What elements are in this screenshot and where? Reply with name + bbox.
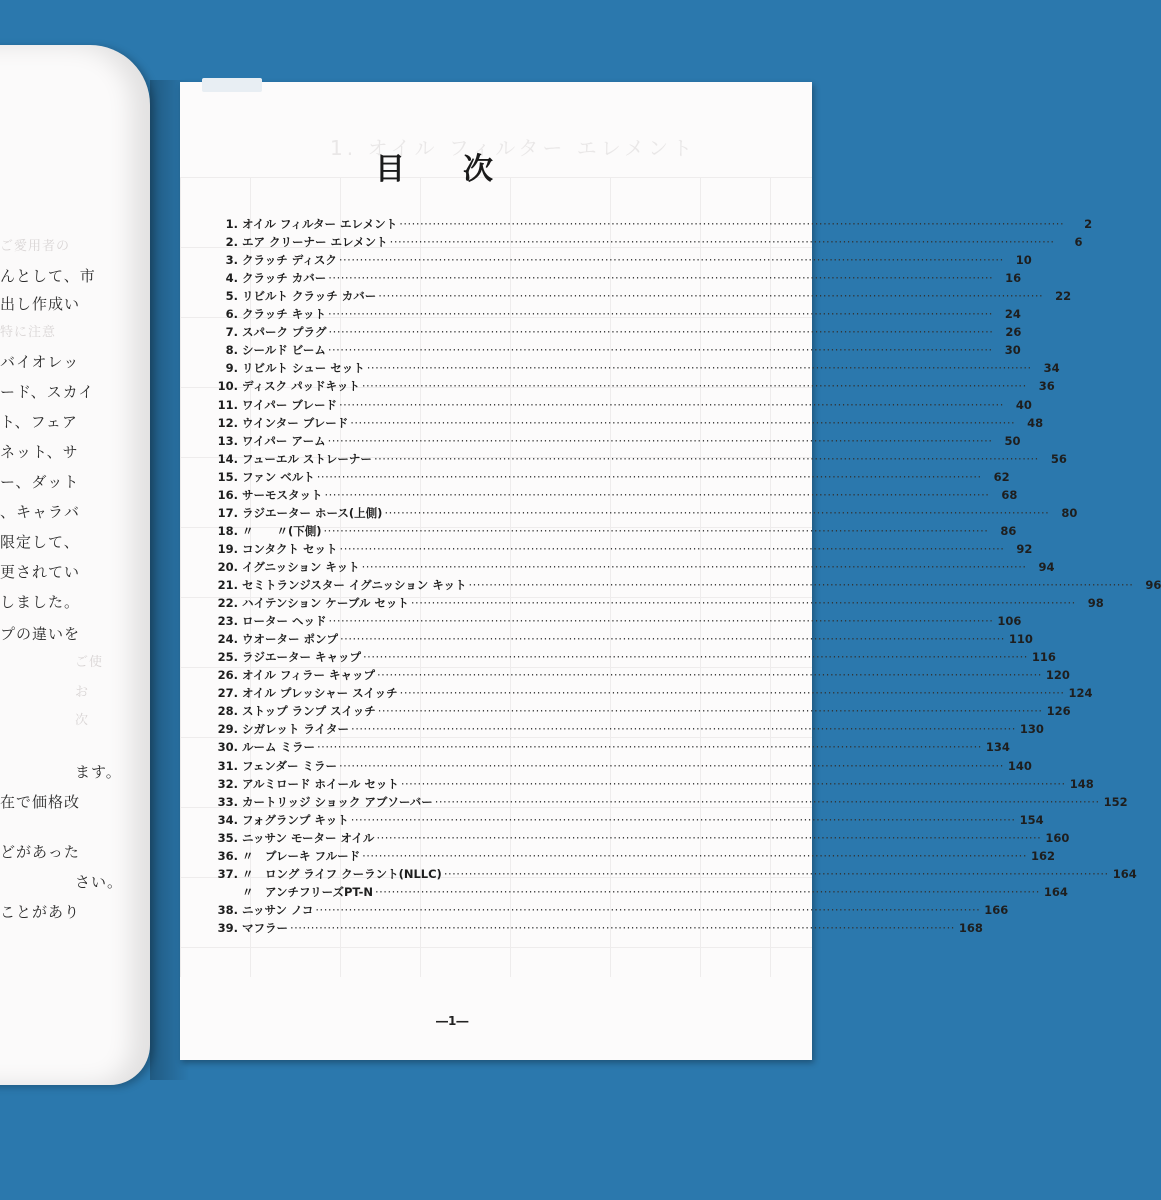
bleed-through-rule bbox=[180, 947, 812, 948]
toc-entry bbox=[208, 920, 983, 938]
left-page bbox=[0, 45, 150, 1085]
toc-entry bbox=[208, 216, 1093, 234]
toc-leader-dots: ································································································································································ bbox=[399, 217, 1065, 231]
toc-leader-dots: ································································································································································ bbox=[328, 307, 993, 322]
toc-entry-page: 68 bbox=[1001, 487, 1018, 502]
toc-entry-number: 6. bbox=[225, 307, 238, 322]
toc-entry bbox=[208, 794, 1128, 812]
toc-entry-title: 〃 ブレーキ フルード bbox=[242, 848, 361, 863]
toc-entry-number: 27. bbox=[217, 686, 238, 701]
toc-leader-dots: ································································································································································ bbox=[315, 902, 981, 917]
toc-entry-page: 36 bbox=[1038, 379, 1055, 394]
toc-entry-number: 23. bbox=[217, 614, 238, 629]
left-page-text-line: お bbox=[75, 685, 90, 700]
right-page bbox=[180, 82, 1161, 1060]
toc-entry-title: フューエル ストレーナー bbox=[242, 451, 372, 466]
toc-entry-number: 20. bbox=[217, 559, 238, 574]
toc-entry-page: 106 bbox=[997, 614, 1022, 629]
toc-entry bbox=[208, 613, 1022, 631]
toc-entry-title: オイル フィルター エレメント bbox=[242, 217, 398, 231]
toc-entry-page: 56 bbox=[1050, 451, 1067, 466]
toc-entry-number: 2. bbox=[225, 235, 238, 250]
toc-leader-dots: ································································································································································ bbox=[317, 740, 982, 755]
toc-entry-page: 80 bbox=[1061, 505, 1078, 520]
toc-entry-page: 110 bbox=[1008, 632, 1033, 647]
left-page-text-line: ことがあり bbox=[0, 903, 81, 921]
toc-entry-number: 22. bbox=[217, 596, 238, 611]
toc-leader-dots: ································································································································································ bbox=[327, 433, 993, 448]
toc-entry bbox=[208, 631, 1033, 649]
toc-entry-title: フォグランプ キット bbox=[242, 812, 349, 827]
left-page-text-line: んとして、市 bbox=[0, 267, 96, 285]
toc-entry-number: 29. bbox=[217, 722, 238, 737]
toc-entry bbox=[208, 360, 1060, 378]
toc-entry-title: シールド ビーム bbox=[242, 343, 326, 358]
toc-leader-dots: ································································································································································ bbox=[373, 451, 1039, 466]
toc-entry bbox=[208, 812, 1044, 830]
left-page-text-line: バイオレッ bbox=[0, 353, 80, 371]
toc-entry-number: 14. bbox=[217, 451, 238, 466]
toc-entry-title: ワイパー アーム bbox=[242, 433, 326, 448]
toc-entry-title: ラジエーター キャップ bbox=[242, 650, 362, 665]
toc-entry bbox=[208, 397, 1032, 415]
toc-entry-title: ハイテンション ケーブル セット bbox=[242, 596, 409, 611]
left-page-text-line: さい。 bbox=[75, 873, 124, 891]
toc-entry-title: アルミロード ホイール セット bbox=[242, 776, 399, 791]
toc-entry-title: ディスク パッドキット bbox=[242, 379, 360, 394]
toc-entry bbox=[208, 649, 1056, 667]
page-number: ―1― bbox=[436, 1014, 469, 1028]
toc-entry bbox=[208, 505, 1078, 523]
toc-entry-page: 126 bbox=[1046, 704, 1071, 719]
toc-entry bbox=[208, 487, 1018, 505]
toc-entry-page: 22 bbox=[1055, 289, 1072, 304]
toc-leader-dots: ································································································································································ bbox=[338, 253, 1004, 268]
toc-entry bbox=[208, 270, 1022, 288]
toc-entry-title: クラッチ キット bbox=[242, 307, 327, 322]
toc-entry bbox=[208, 324, 1022, 342]
toc-entry-number: 30. bbox=[217, 740, 238, 755]
toc-entry-page: 148 bbox=[1069, 776, 1094, 791]
toc-entry-number: 25. bbox=[217, 650, 238, 665]
toc-entry-number: 31. bbox=[217, 758, 238, 773]
toc-leader-dots: ································································································································································ bbox=[339, 541, 1005, 556]
toc-entry-number: 39. bbox=[217, 920, 238, 935]
toc-entry-page: 166 bbox=[984, 902, 1009, 917]
toc-entry-number: 4. bbox=[225, 271, 238, 286]
toc-leader-dots: ································································································································································ bbox=[377, 704, 1043, 719]
toc-entry bbox=[208, 252, 1032, 270]
toc-entry bbox=[208, 685, 1093, 703]
toc-entry-title: クラッチ カバー bbox=[242, 271, 327, 286]
left-page-text-line: ネット、サ bbox=[0, 443, 79, 461]
bleed-through-title: 1. オイル フィルター エレメント bbox=[330, 136, 697, 160]
toc-leader-dots: ································································································································································ bbox=[323, 523, 989, 538]
toc-entry-number: 32. bbox=[217, 776, 238, 791]
toc-entry-number: 24. bbox=[217, 632, 238, 647]
toc-entry-page: 86 bbox=[1000, 523, 1017, 538]
toc-entry-page: 6 bbox=[1074, 235, 1083, 250]
toc-leader-dots: ································································································································································ bbox=[378, 289, 1044, 304]
toc-entry-title: オイル フィラー キャップ bbox=[242, 668, 376, 683]
toc-entry-page: 40 bbox=[1015, 397, 1032, 412]
index-tab bbox=[202, 78, 262, 92]
left-page-text-line: 更されてい bbox=[0, 563, 81, 581]
toc-leader-dots: ································································································································································ bbox=[350, 415, 1016, 430]
toc-entry-title: オイル プレッシャー スイッチ bbox=[242, 686, 398, 701]
left-page-text-line: どがあった bbox=[0, 843, 80, 861]
toc-leader-dots: ································································································································································ bbox=[351, 722, 1016, 737]
left-page-text-line: 在で価格改 bbox=[0, 793, 81, 811]
toc-entry bbox=[208, 306, 1021, 324]
left-page-text-line: ー、ダット bbox=[0, 473, 80, 491]
left-page-text-line: プの違いを bbox=[0, 625, 81, 643]
toc-leader-dots: ································································································································································ bbox=[340, 632, 1005, 647]
toc-entry bbox=[208, 902, 1009, 920]
toc-entry-title: ルーム ミラー bbox=[242, 740, 316, 755]
toc-entry-title: ローター ヘッド bbox=[242, 614, 327, 629]
toc-entry-page: 30 bbox=[1004, 343, 1021, 358]
toc-leader-dots: ································································································································································ bbox=[290, 920, 955, 935]
toc-entry-page: 94 bbox=[1038, 559, 1055, 574]
toc-leader-dots: ································································································································································ bbox=[443, 866, 1109, 881]
left-page-text-line: しました。 bbox=[0, 593, 81, 611]
toc-leader-dots: ································································································································································ bbox=[434, 794, 1100, 809]
toc-entry-number: 10. bbox=[217, 379, 238, 394]
toc-entry bbox=[208, 451, 1067, 469]
toc-leader-dots: ································································································································································ bbox=[376, 830, 1042, 845]
toc-leader-dots: ································································································································································ bbox=[328, 271, 994, 286]
toc-entry-title: イグニッション キット bbox=[242, 559, 360, 574]
toc-entry-number: 16. bbox=[217, 487, 238, 502]
toc-entry-page: 98 bbox=[1087, 596, 1104, 611]
toc-entry-number: 26. bbox=[217, 668, 238, 683]
bleed-through-rule bbox=[180, 177, 181, 977]
toc-entry bbox=[208, 415, 1044, 433]
toc-entry-page: 124 bbox=[1068, 686, 1093, 701]
toc-entry-page: 10 bbox=[1015, 253, 1032, 268]
toc-entry bbox=[208, 595, 1104, 613]
toc-entry bbox=[208, 776, 1094, 794]
toc-entry-page: 24 bbox=[1004, 307, 1021, 322]
toc-entry bbox=[208, 541, 1033, 559]
toc-entry-title: ラジエーター ホース(上側) bbox=[242, 505, 383, 520]
toc-entry-number: 3. bbox=[225, 253, 238, 268]
toc-entry-title: シガレット ライター bbox=[242, 722, 350, 737]
toc-leader-dots: ································································································································································ bbox=[361, 559, 1027, 574]
toc-entry-title: 〃 アンチフリーズPT-N bbox=[242, 884, 373, 899]
toc-entry-title: リビルト シュー セット bbox=[242, 361, 365, 376]
toc-entry-title: ファン ベルト bbox=[242, 469, 315, 484]
toc-entry-title: カートリッジ ショック アブソーバー bbox=[242, 794, 433, 809]
left-page-text-line: ご使 bbox=[75, 655, 104, 670]
toc-entry-page: 130 bbox=[1019, 722, 1044, 737]
toc-entry bbox=[208, 469, 1010, 487]
toc-leader-dots: ································································································································································ bbox=[363, 650, 1028, 665]
toc-entry bbox=[208, 559, 1055, 577]
toc-entry-title: スパーク プラグ bbox=[242, 325, 327, 340]
toc-entry-number: 38. bbox=[217, 902, 238, 917]
toc-entry-page: 116 bbox=[1031, 650, 1056, 665]
toc-leader-dots: ································································································································································ bbox=[316, 469, 982, 484]
toc-entry-number: 36. bbox=[217, 848, 238, 863]
toc-entry bbox=[208, 758, 1032, 776]
toc-entry bbox=[208, 342, 1021, 360]
toc-leader-dots: ································································································································································ bbox=[366, 361, 1032, 376]
toc-entry-number: 35. bbox=[217, 830, 238, 845]
toc-entry-page: 50 bbox=[1004, 433, 1021, 448]
toc-entry-title: ニッサン ノコ bbox=[242, 902, 314, 917]
toc-entry-number: 11. bbox=[217, 397, 238, 412]
toc-leader-dots: ································································································································································ bbox=[389, 235, 1055, 250]
toc-leader-dots: ································································································································································ bbox=[338, 397, 1004, 412]
toc-entry-number: 15. bbox=[217, 469, 238, 484]
toc-entry-title: ワイパー ブレード bbox=[242, 397, 337, 412]
toc-entry-number: 13. bbox=[217, 433, 238, 448]
toc-leader-dots: ································································································································································ bbox=[328, 325, 994, 340]
toc-entry-number: 12. bbox=[217, 415, 238, 430]
toc-entry-number: 34. bbox=[217, 812, 238, 827]
toc-entry-number: 33. bbox=[217, 794, 238, 809]
toc-entry-number: 21. bbox=[217, 578, 238, 592]
toc-entry-title: サーモスタット bbox=[242, 487, 323, 502]
toc-entry-title: クラッチ ディスク bbox=[242, 253, 337, 268]
toc-entry-page: 154 bbox=[1019, 812, 1044, 827]
toc-entry-title: エア クリーナー エレメント bbox=[242, 235, 388, 250]
toc-entry-page: 16 bbox=[1005, 271, 1022, 286]
toc-entry-title: マフラー bbox=[242, 920, 288, 935]
toc-leader-dots: ································································································································································ bbox=[362, 848, 1027, 863]
left-page-text-line: 特に注意 bbox=[0, 325, 57, 340]
toc-entry-page: 160 bbox=[1045, 830, 1070, 845]
toc-leader-dots: ································································································································································ bbox=[399, 686, 1065, 701]
toc-entry-page: 152 bbox=[1103, 794, 1128, 809]
left-page-text-line: 、キャラバ bbox=[0, 503, 81, 521]
toc-entry-page: 134 bbox=[985, 740, 1010, 755]
left-page-text-line: ード、スカイ bbox=[0, 383, 95, 401]
toc-leader-dots: ································································································································································ bbox=[468, 578, 1134, 592]
toc-leader-dots: ································································································································································ bbox=[350, 812, 1016, 827]
toc-entry-page: 164 bbox=[1043, 884, 1068, 899]
toc-entry-title: 〃 ロング ライフ クーラント(NLLC) bbox=[242, 866, 442, 881]
toc-entry-page: 168 bbox=[958, 920, 983, 935]
toc-entry-page: 162 bbox=[1030, 848, 1055, 863]
toc-entry-title: ウインター ブレード bbox=[242, 415, 349, 430]
toc-entry-number: 28. bbox=[217, 704, 238, 719]
toc-entry bbox=[208, 848, 1055, 866]
toc-entry-number: 18. bbox=[217, 523, 238, 538]
toc-leader-dots: ································································································································································ bbox=[328, 614, 994, 629]
left-page-text-line: ト、フェア bbox=[0, 413, 78, 431]
toc-entry bbox=[208, 866, 1137, 884]
toc-entry-title: フェンダー ミラー bbox=[242, 758, 337, 773]
toc-entry bbox=[208, 830, 1070, 848]
toc-entry bbox=[208, 667, 1070, 685]
toc-entry-title: ウオーター ポンプ bbox=[242, 632, 339, 647]
toc-entry-page: 96 bbox=[1145, 578, 1161, 592]
toc-entry-page: 120 bbox=[1045, 668, 1070, 683]
toc-entry-page: 92 bbox=[1016, 541, 1033, 556]
toc-leader-dots: ································································································································································ bbox=[410, 596, 1076, 611]
toc-entry bbox=[208, 378, 1055, 396]
toc-leader-dots: ································································································································································ bbox=[377, 668, 1042, 683]
toc-leader-dots: ································································································································································ bbox=[384, 505, 1050, 520]
toc-entry bbox=[208, 234, 1083, 252]
toc-leader-dots: ································································································································································ bbox=[324, 487, 990, 502]
toc-entry-number: 9. bbox=[225, 361, 238, 376]
toc-entry bbox=[208, 703, 1071, 721]
left-page-text-line: 限定して、 bbox=[0, 533, 80, 551]
toc-entry-page: 140 bbox=[1007, 758, 1032, 773]
toc-entry-number: 7. bbox=[225, 325, 238, 340]
toc-entry bbox=[208, 523, 1017, 541]
left-page-text-line: ます。 bbox=[75, 763, 122, 781]
toc-entry-page: 34 bbox=[1043, 361, 1060, 376]
toc-entry bbox=[208, 288, 1072, 306]
toc-entry-title: ニッサン モーター オイル bbox=[242, 830, 375, 845]
toc-entry-number: 37. bbox=[217, 866, 238, 881]
toc-leader-dots: ································································································································································ bbox=[361, 379, 1027, 394]
toc-entry-page: 48 bbox=[1027, 415, 1044, 430]
toc-entry-title: 〃 〃(下側) bbox=[242, 523, 322, 538]
toc-entry bbox=[208, 739, 1010, 757]
toc-entry-number: 8. bbox=[225, 343, 238, 358]
toc-entry-number: 17. bbox=[217, 505, 238, 520]
toc-entry-page: 164 bbox=[1112, 866, 1137, 881]
left-page-text-line: ご愛用者の bbox=[0, 239, 71, 254]
toc-entry-title: ストップ ランプ スイッチ bbox=[242, 704, 376, 719]
toc-entry bbox=[208, 884, 1068, 902]
toc-entry-page: 62 bbox=[993, 469, 1010, 484]
toc-entry-number: 1. bbox=[225, 217, 238, 231]
toc-entry bbox=[208, 721, 1044, 739]
toc-entry-number: 5. bbox=[225, 289, 238, 304]
toc-entry-page: 26 bbox=[1005, 325, 1022, 340]
toc-leader-dots: ································································································································································ bbox=[327, 343, 993, 358]
left-page-text-line: 出し作成い bbox=[0, 295, 81, 313]
toc-entry bbox=[208, 577, 1161, 595]
toc-leader-dots: ································································································································································ bbox=[338, 758, 1004, 773]
left-page-text-line: 次 bbox=[75, 713, 90, 728]
toc-entry-title: セミトランジスター イグニッション キット bbox=[242, 578, 467, 592]
toc-leader-dots: ································································································································································ bbox=[374, 884, 1040, 899]
toc-entry-page: 2 bbox=[1084, 217, 1093, 231]
toc-entry-title: コンタクト セット bbox=[242, 541, 338, 556]
toc-leader-dots: ································································································································································ bbox=[400, 776, 1066, 791]
toc-entry-number: 19. bbox=[217, 541, 238, 556]
toc-entry bbox=[208, 433, 1021, 451]
toc-entry-title: リビルト クラッチ カバー bbox=[242, 289, 377, 304]
page-title: 目次 bbox=[375, 152, 551, 187]
